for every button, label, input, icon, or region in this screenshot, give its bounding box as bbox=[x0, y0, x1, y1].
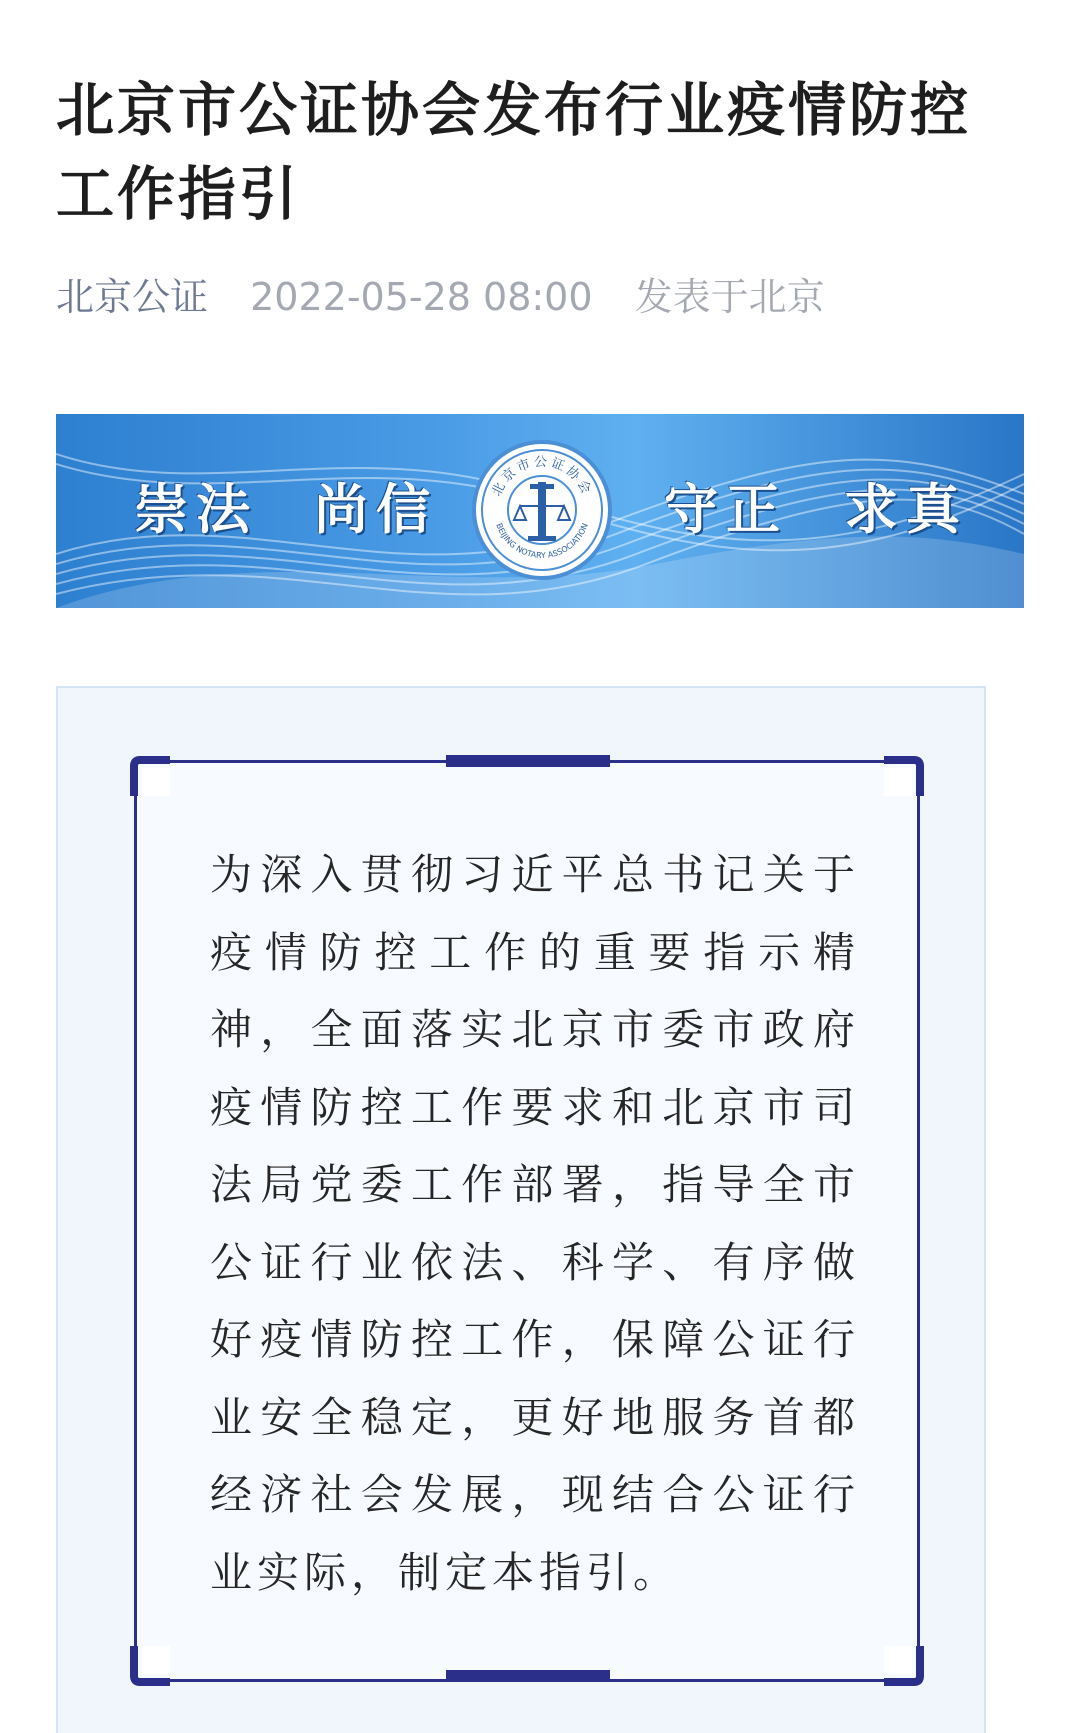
publish-date: 2022-05-28 08:00 bbox=[250, 275, 593, 319]
svg-text:BEIJING NOTARY ASSOCIATION: BEIJING NOTARY ASSOCIATION bbox=[494, 521, 590, 561]
svg-text:北京市公证协会: 北京市公证协会 bbox=[489, 455, 595, 499]
slogan-3: 守正 bbox=[664, 477, 788, 541]
slogan-2: 尚信 bbox=[314, 477, 438, 541]
author-link[interactable]: 北京公证 bbox=[56, 275, 209, 319]
intro-paragraph: 为深入贯彻习近平总书记关于疫情防控工作的重要指示精神，全面落实北京市委市政府疫情防控工作要求和北京市司法局党委工作部署，指导全市公证行业依法、科学、有序做好疫情防控工作，保障公证行业安全稳定，更好地服务首都经济社会发展，现结合公证行业实际，制定本指引。 bbox=[210, 850, 860, 1597]
article-meta bbox=[56, 272, 825, 322]
frame-corner-bottom-left bbox=[130, 1644, 172, 1686]
slogan-4: 求真 bbox=[844, 477, 968, 541]
header-banner bbox=[56, 414, 1024, 608]
frame-top-accent bbox=[446, 755, 610, 767]
notary-association-logo bbox=[472, 440, 612, 580]
slogan-1: 崇法 bbox=[134, 477, 258, 541]
frame-bottom-accent bbox=[446, 1670, 610, 1682]
frame-corner-top-left bbox=[130, 756, 172, 798]
frame-corner-top-right bbox=[882, 756, 924, 798]
publish-location: 发表于北京 bbox=[634, 275, 825, 319]
frame-corner-bottom-right bbox=[882, 1644, 924, 1686]
article-title: 北京市公证协会发布行业疫情防控工作指引 bbox=[56, 76, 972, 228]
